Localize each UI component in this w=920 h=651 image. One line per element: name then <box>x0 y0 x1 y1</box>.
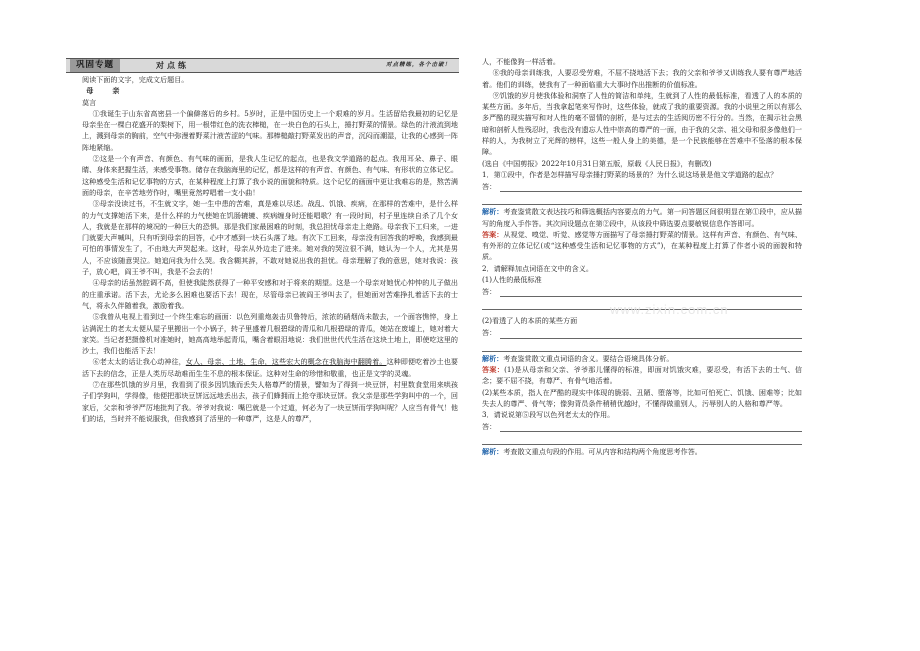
banner-tag: 巩固专题 <box>70 59 120 72</box>
analysis-2 <box>482 353 802 364</box>
answer-label: 答案： <box>482 364 505 374</box>
analysis-label: 解析： <box>482 353 504 363</box>
analysis-text: 考查散文重点句段的作用。可从内容和结构两个角度思考作答。 <box>503 447 702 457</box>
answer-prefix: 答： <box>482 422 497 432</box>
paragraph-5: ⑤我曾从电视上看到过一个终生难忘的画面：以色列重炮轰击贝鲁特后，浓浓的硝烟尚未散去，一个面容憔悴，身上沾满泥土的老太太便从屋子里搬出一个小锅子，转子里盛着几根碧绿的青瓜和几根碧绿的青瓜，她站在废墟上，她对着大家笑。当记者把摄像机对准她时，她高高地举起青瓜，嘴含着眼泪地说：我们世世代代生活在这块土地上，即使吃这里的沙土，我们也能活下去！ <box>82 312 458 356</box>
question-2: 2．请解释加点词语在文中的含义。 <box>482 263 593 273</box>
paragraph-9: ⑨饥饿的岁月使我体验和洞察了人性的简洁和单纯，生就到了人性的最低标准，看透了人的本质的某些方面。多年后，当我拿起笔来写作时，这些体验，就成了我的重要资源。我的小说里之所以有那么多严酷的现实描写和对人性的毫不留情的剖析，是与过去的生活阅历密不行分的。当然，在揭示社会黑暗和剖析人性残忍时，我也没有遗忘人性中崇高的尊严的一面，由于我的父亲、祖父母和很多像他们一样的人，为我树立了光辉的榜样，这些一般人身上的美德，是一个民族能够在苦难中不坠落的根本保障。 <box>482 90 802 157</box>
answer-2-1 <box>482 364 802 387</box>
answer-text: (1)是从母亲和父亲、爷爷那儿懂得的标准，即面对饥饿灾难，要忍受，有活下去的士气、信念；要不屈不挠，有尊严、有骨气地活着。 <box>482 364 802 386</box>
answer-line[interactable] <box>482 434 802 445</box>
question-3: 3．请说说第⑤段写以色列老太太的作用。 <box>482 410 615 420</box>
analysis-label: 解析： <box>482 447 504 457</box>
analysis-3 <box>482 446 802 457</box>
answer-label: 答案： <box>482 229 504 239</box>
answer-line[interactable] <box>482 329 802 339</box>
answer-prefix: 答： <box>482 328 497 338</box>
article-title: 母 亲 <box>86 86 126 96</box>
answer-2-2: (2)某些本质，指人在严酷的现实中体现的脆弱、丑陋、堕落等，比如可怕死亡、饥饿、困难等；比如失去人的尊严、骨气等；像狗背员条件稍稍优越时，不懂得做重别人，污辱别人的人格和尊严等。 <box>482 387 802 408</box>
answer-line[interactable] <box>482 194 802 205</box>
paragraph-6-start: ⑥老太太的话让我心动神往， <box>92 357 186 367</box>
source-note: (选自《中国剪报》2022年10月31日第五版，原载《人民日报》，有删改) <box>482 158 712 168</box>
paragraph-8: ⑧我的母亲训练我，人要忍受劳难，不屈不挠地活下去；我的父亲和爷爷又训练我人要有尊严地活着。他们的训练，使我有了一种面临重大大事时作出推断的价值标准。 <box>482 68 802 89</box>
analysis-label: 解析： <box>482 207 504 217</box>
banner-subtitle: 对点练 <box>156 61 189 70</box>
paragraph-7-continued: 人，不能像狗一样活着。 <box>482 57 561 66</box>
answer-prefix: 答： <box>482 181 497 191</box>
section-banner <box>66 58 459 73</box>
paragraph-3: ③母亲没读过书，不生就文字，她一生中患的苦难，真是难以尽述。战乱、饥饿、疾病，在那样的苦难中，是什么样的力气支撑她活下来，是什么样的力气使她在饥肠辘辘、疾病缠身时还能唱歌？有一段时间，村子里连续自杀了几个女人，我就是在那样的境况的一种巨大的恐惧。那是我们家最困难的时刻，我总担忧母亲走上绝路。母亲我下工归来，一进门就要大声喊叫，只有听到母亲的回答，心中才感到一块石头落了地。有次下工回来，母亲没有回答我的呼唤，我感到最可怕的事情发生了，不由地大声哭起来。这时，母亲从外边走了进来。她对我的哭泣很不满，她认为一个人，尤其是男人，不应该随意哭泣。她追问我为什么哭。我含糊其辞，不敢对她说出我的担忧。母亲理解了我的意思，她对我说：孩子，放心吧，阎王爷不叫，我是不会去的！ <box>82 199 458 277</box>
answer-line[interactable] <box>482 182 802 192</box>
paragraph-6-end: 这种即便吃着沙土也要活下去的信念，正是人类历尽劫难而生生不息的根本保证。这种对生命的珍惜和敬重，也正是文学的灵魂。 <box>82 357 459 378</box>
paragraph-1: ①我诞生于山东省高密县一个偏僻落后的乡村。5岁时，正是中国历史上一个艰难的岁月。生活留给我最初的记忆是母亲坐在一棵白花盛开的梨树下，用一根带红色的洗衣棒槌，在一块白色的石头上，捶打野菜的情景。绿色的汁液流到地上，溅到母亲的胸前，空气中弥漫着野菜汁液苦涩的气味。那棒槌敲打野菜发出的声音，沉闷而潮湿，让我的心感到一阵阵地紧缩。 <box>82 108 458 152</box>
paragraph-6 <box>82 356 458 379</box>
instruction: 阅读下面的文字，完成文后题目。 <box>82 75 189 84</box>
answer-line[interactable] <box>482 422 802 432</box>
analysis-1 <box>482 206 802 229</box>
question-2-part-1: (1)人性的最低标准 <box>482 275 542 285</box>
analysis-text: 考查鉴赏散文表达技巧和筛选概括内容要点的力气。第一问答题区间很明显在第①段中，应从描写的角度入手作答。其次问设题点在第②段中，从该段中筛选要点要敏锐信息作答即可。 <box>482 207 803 228</box>
banner-motto: 对点精练，各个击破！ <box>385 62 451 68</box>
answer-1 <box>482 229 802 263</box>
paragraph-7: ⑦在那些饥饿的岁月里，我看到了很多因饥饿而丢失人格尊严的情景，譬如为了得到一块豆饼，村里数食堂用来哄孩子们学狗叫，学得像，他便把那块豆饼远远地丢出去，孩子们蜂拥而上抢夺那块豆饼。我父亲是那些学狗叫中的一个，回家后，父亲和爷爷严厉地批判了我。爷爷对我说：嘴巴就是一个过道，何必为了一块豆饼而学狗叫呢？人应当有骨气！他们的话，当时并不能说服我，但我感到了活里的一种尊严，这是人的尊严， <box>82 380 458 423</box>
right-column <box>482 56 802 458</box>
question-1: 1．第①段中，作者是怎样描写母亲捶打野菜的场景的？为什么说这场景是他文学道路的起点？ <box>482 169 778 179</box>
answer-line[interactable] <box>482 287 802 297</box>
answer-prefix: 答： <box>482 287 497 297</box>
answer-text: 从视觉、嗅觉、听觉、感觉等方面描写了母亲捶打野菜的情景。这样有声音、有颜色、有气味、有外形的立体记忆(或“这种感受生活和记忆事物的方式”)，在某种程度上打算了作者小说的面貌和特质。 <box>482 229 803 262</box>
watermark: www.zixin.com.cn <box>610 302 729 317</box>
underlined-sentence: 女人、母亲、土地、生命，这些宏大的概念在我脑海中翻腾着。 <box>185 357 387 367</box>
answer-line[interactable] <box>482 341 802 352</box>
analysis-text: 考查鉴赏散文重点词语的含义。要结合语境具体分析。 <box>503 353 674 363</box>
question-2-part-2: (2)看透了人的本质的某些方面 <box>482 316 578 326</box>
paragraph-4: ④母亲的话虽然腔调不高，但使我陡然获得了一种平安感和对于将来的期望。这是一个母亲对她忧心忡忡的儿子做出的庄重承诺。活下去，尤论多么困难也要活下去！现在，尽管母亲已被阎王爷叫去了，但她面对苦难挣扎着活下去的士气，将永久伴随着我，激励着我。 <box>82 278 458 310</box>
paragraph-2: ②这是一个有声音、有颜色、有气味的画面，是我人生记忆的起点，也是我文学道路的起点。我用耳朵、鼻子、眼睛、身体来把握生活，来感受事物。储存在我脑海里的记忆，都是这样的有声音、有颜色、有气味、有形状的立体记忆。这种感受生活和记忆事物的方式，在某种程度上打算了我小说的面貌和特质。这个记忆的画面中更让我难忘的是，熬苦满面的母亲，在辛苦地劳作时，嘴里竟然哼唱着一支小曲！ <box>82 154 458 197</box>
article-author: 莫言 <box>82 97 97 107</box>
